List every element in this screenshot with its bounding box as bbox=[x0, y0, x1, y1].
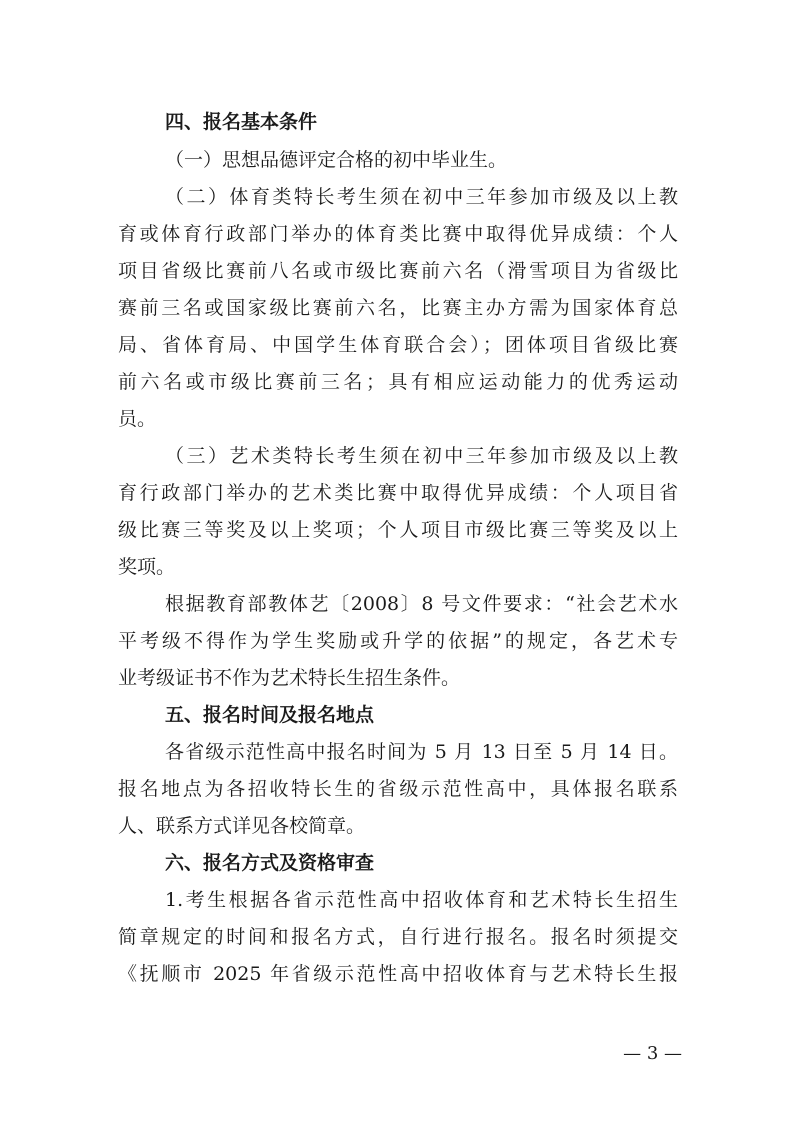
paragraph-line: 业考级证书不作为艺术特长生招生条件。 bbox=[118, 667, 461, 689]
paragraph-line: 级比赛三等奖及以上奖项；个人项目市级比赛三等奖及以上 bbox=[118, 519, 678, 541]
paragraph-line: 平考级不得作为学生奖励或升学的依据”的规定，各艺术专 bbox=[118, 630, 678, 652]
paragraph-line: （二）体育类特长考生须在初中三年参加市级及以上教 bbox=[165, 186, 678, 208]
paragraph-line: （三）艺术类特长考生须在初中三年参加市级及以上教 bbox=[165, 445, 678, 467]
paragraph-line: 1.考生根据各省示范性高中招收体育和艺术特长生招生 bbox=[165, 889, 678, 911]
paragraph-line: 报名地点为各招收特长生的省级示范性高中，具体报名联系 bbox=[118, 778, 678, 800]
paragraph-line: 局、省体育局、中国学生体育联合会）；团体项目省级比赛 bbox=[118, 334, 678, 356]
paragraph-line: 前六名或市级比赛前三名；具有相应运动能力的优秀运动 bbox=[118, 371, 678, 393]
section-heading-registration-method: 六、报名方式及资格审查 bbox=[165, 852, 375, 874]
paragraph-line: （一）思想品德评定合格的初中毕业生。 bbox=[165, 149, 508, 171]
paragraph-line: 奖项。 bbox=[118, 556, 176, 578]
page-number: — 3 — bbox=[623, 1043, 682, 1064]
paragraph-line: 人、联系方式详见各校简章。 bbox=[118, 815, 366, 837]
paragraph-line: 育行政部门举办的艺术类比赛中取得优异成绩：个人项目省 bbox=[118, 482, 678, 504]
section-heading-registration-conditions: 四、报名基本条件 bbox=[165, 111, 318, 133]
paragraph-line: 简章规定的时间和报名方式，自行进行报名。报名时须提交 bbox=[118, 926, 678, 948]
paragraph-line: 育或体育行政部门举办的体育类比赛中取得优异成绩：个人 bbox=[118, 223, 678, 245]
paragraph-line: 各省级示范性高中报名时间为 5 月 13 日至 5 月 14 日。 bbox=[165, 741, 678, 763]
paragraph-line: 《抚顺市 2025 年省级示范性高中招收体育与艺术特长生报 bbox=[118, 963, 678, 985]
paragraph-line: 项目省级比赛前八名或市级比赛前六名（滑雪项目为省级比 bbox=[118, 260, 678, 282]
paragraph-line: 员。 bbox=[118, 408, 157, 430]
section-heading-registration-time-place: 五、报名时间及报名地点 bbox=[165, 704, 375, 726]
paragraph-line: 根据教育部教体艺〔2008〕8 号文件要求：“社会艺术水 bbox=[165, 593, 678, 615]
paragraph-line: 赛前三名或国家级比赛前六名，比赛主办方需为国家体育总 bbox=[118, 297, 678, 319]
